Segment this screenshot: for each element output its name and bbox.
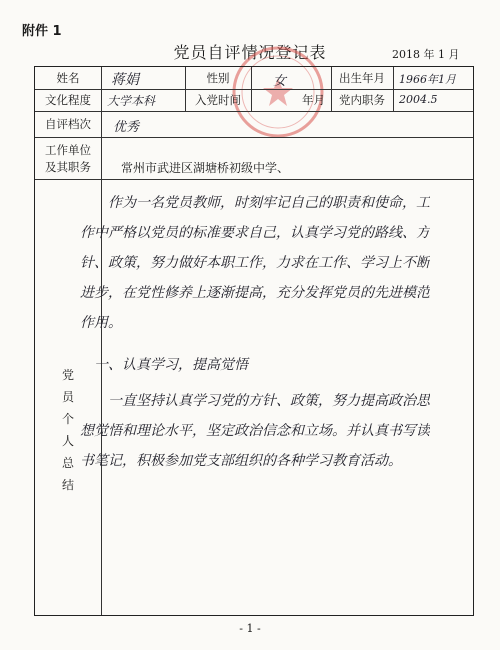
- gender-label: 性别: [206, 71, 230, 85]
- join-date-unit: 年月: [302, 93, 325, 107]
- work-unit-label-line1: 工作单位: [45, 143, 91, 157]
- summary-paragraph: 作为一名党员教师，时刻牢记自己的职责和使命，工作中严格以党员的标准要求自己，认真学习党的路线、方针、政策，努力做好本职工作，力求在工作、学习上不断进步，在党性修养上逐渐提高，充分发挥党员的先进模范作用。: [80, 195, 430, 331]
- work-unit-label: [35, 139, 101, 179]
- birth-value: 1966年1月: [399, 73, 456, 86]
- party-post-value: 2004.5: [399, 93, 438, 106]
- work-unit-label-line2: 及其职务: [45, 160, 91, 174]
- gender-value: 女: [273, 74, 287, 89]
- summary-label-char: 员: [61, 390, 74, 404]
- summary-label-char: 总: [61, 456, 74, 470]
- education-value: 大学本科: [107, 94, 156, 108]
- personal-summary-text: [80, 188, 430, 476]
- summary-heading: 一、认真学习，提高觉悟: [94, 357, 248, 373]
- birth-label: 出生年月: [339, 71, 385, 85]
- party-post-label: 党内职务: [339, 93, 385, 107]
- work-unit-value: 常州市武进区湖塘桥初级中学、: [121, 161, 290, 175]
- form-title: 党员自评情况登记表: [173, 43, 327, 62]
- annex-label: 附件 1: [22, 24, 62, 39]
- summary-label-char: 党: [61, 368, 74, 382]
- self-grade-value: 优秀: [113, 120, 140, 135]
- name-value: 蒋娟: [111, 72, 139, 88]
- page-number: - 1 -: [239, 622, 261, 635]
- name-label: 姓名: [56, 71, 80, 85]
- form-date: 2018 年 1 月: [392, 48, 460, 61]
- summary-label-char: 结: [61, 478, 74, 492]
- join-date-label: 入党时间: [195, 93, 241, 107]
- education-label: 文化程度: [45, 93, 91, 107]
- summary-label-char: 个: [61, 412, 74, 426]
- self-grade-label: 自评档次: [45, 117, 91, 131]
- summary-label-char: 人: [61, 434, 74, 448]
- summary-paragraph: 一直坚持认真学习党的方针、政策，努力提高政治思想觉悟和理论水平，坚定政治信念和立场。并认真书写读书笔记，积极参加党支部组织的各种学习教育活动。: [80, 393, 430, 469]
